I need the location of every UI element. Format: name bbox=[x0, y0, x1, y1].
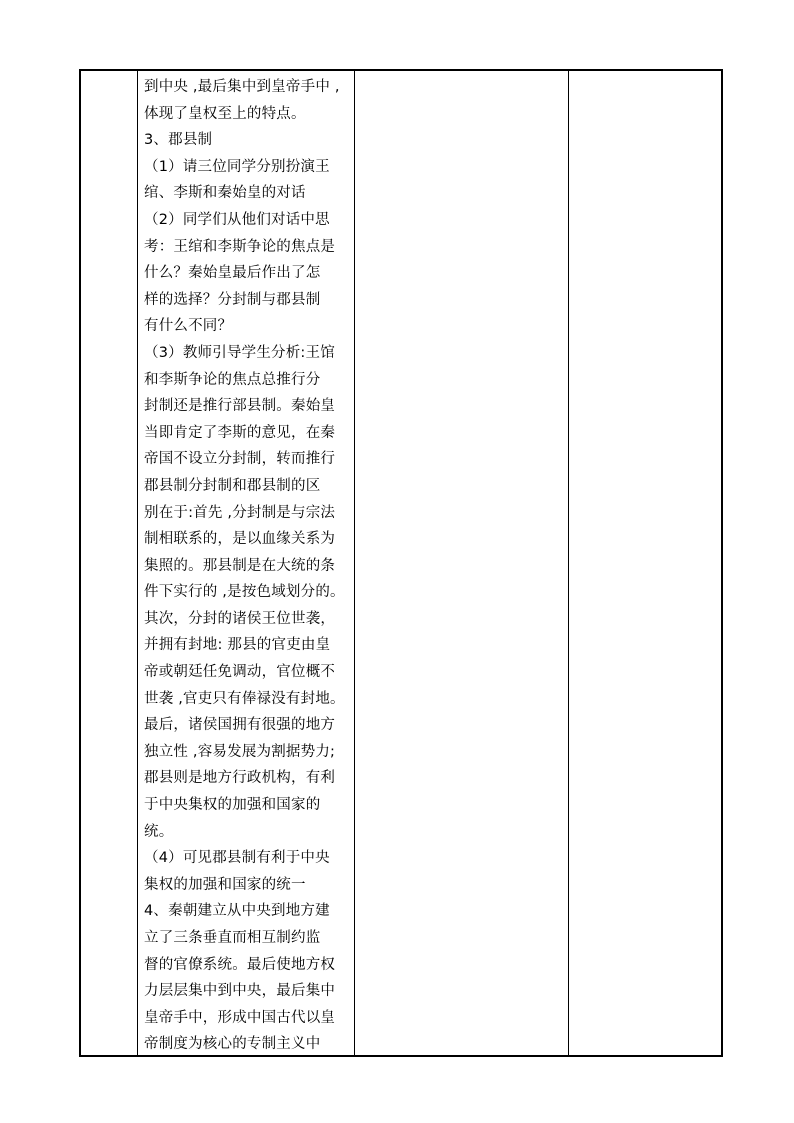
content-line: 郡县制分封制和郡县制的区 bbox=[144, 477, 321, 494]
content-line: （1）请三位同学分别扮演王 bbox=[144, 158, 330, 175]
content-line: 别在于:首先 ,分封制是与宗法 bbox=[144, 504, 336, 521]
content-line: （4）可见郡县制有利于中央 bbox=[144, 850, 330, 867]
content-line: 集权的加强和国家的统一 bbox=[144, 876, 306, 893]
content-line: 样的选择？分封制与郡县制 bbox=[144, 291, 321, 308]
lesson-plan-table bbox=[79, 69, 723, 1057]
content-line: 有什么不同？ bbox=[144, 318, 233, 335]
table-column-4 bbox=[569, 71, 721, 1055]
content-line: 集照的。那县制是在大统的条 bbox=[144, 557, 336, 574]
content-line: 绾、李斯和秦始皇的对话 bbox=[144, 185, 306, 202]
table-column-content bbox=[138, 71, 355, 1055]
content-line: 考：王绾和李斯争论的焦点是 bbox=[144, 238, 336, 255]
content-line: 督的官僚系统。最后使地方权 bbox=[144, 956, 336, 973]
content-line: 其次，分封的诸侯王位世袭， bbox=[144, 610, 336, 627]
content-line: 皇帝手中，形成中国古代以皇 bbox=[144, 1009, 336, 1026]
content-line: 独立性 ,容易发展为割据势力; bbox=[144, 743, 336, 760]
content-line: 帝或朝廷任免调动，官位概不 bbox=[144, 664, 336, 681]
table-column-1 bbox=[81, 71, 138, 1055]
content-line: （2）同学们从他们对话中思 bbox=[144, 211, 330, 228]
content-line: 最后，诸侯国拥有很强的地方 bbox=[144, 717, 336, 734]
content-line: 世袭 ,官吏只有俸禄没有封地。 bbox=[144, 690, 345, 707]
content-line: 件下实行的 ,是按色域划分的。 bbox=[144, 584, 345, 601]
content-line: 并拥有封地: 那县的官吏由皇 bbox=[144, 637, 331, 654]
content-line: 到中央 ,最后集中到皇帝手中 , bbox=[144, 79, 340, 95]
content-line: 3、郡县制 bbox=[144, 132, 213, 149]
content-line: 立了三条垂直而相互制约监 bbox=[144, 930, 321, 946]
content-line: 封制还是推行部县制。秦始皇 bbox=[144, 398, 336, 415]
content-line: （3）教师引导学生分析:王馆 bbox=[144, 344, 335, 361]
content-line: 帝制度为核心的专制主义中 bbox=[144, 1036, 321, 1053]
content-cell-text bbox=[144, 74, 352, 1058]
content-line: 什么？秦始皇最后作出了怎 bbox=[144, 265, 321, 282]
content-line: 于中央集权的加强和国家的 bbox=[144, 797, 321, 814]
content-line: 当即肯定了李斯的意见，在秦 bbox=[144, 424, 336, 441]
table-column-3 bbox=[355, 71, 569, 1055]
content-line: 力层层集中到中央，最后集中 bbox=[144, 983, 336, 1000]
content-line: 制相联系的，是以血缘关系为 bbox=[144, 531, 336, 548]
content-line: 和李斯争论的焦点总推行分 bbox=[144, 371, 321, 388]
content-line: 帝国不设立分封制，转而推行 bbox=[144, 451, 336, 468]
content-line: 体现了皇权至上的特点。 bbox=[144, 105, 306, 122]
content-line: 郡县则是地方行政机构，有利 bbox=[144, 770, 336, 787]
content-line: 统。 bbox=[144, 823, 174, 840]
content-line: 4、秦朝建立从中央到地方建 bbox=[144, 903, 330, 920]
